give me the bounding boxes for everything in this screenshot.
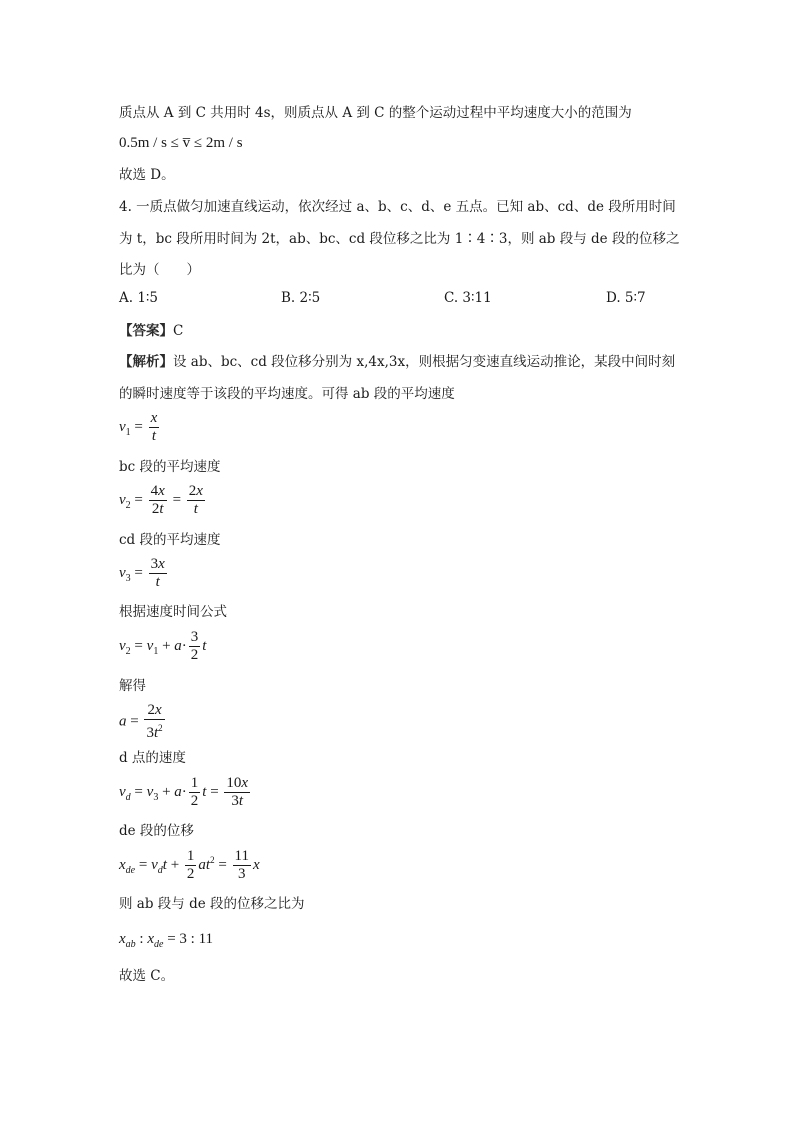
- question-text: 4. 一质点做匀加速直线运动，依次经过 a、b、c、d、e 五点。已知 ab、cd、de 段所用时间: [119, 199, 676, 215]
- analysis-text: cd 段的平均速度: [119, 532, 221, 548]
- analysis-text: 解得: [119, 678, 146, 694]
- question-text: 比为（ ）: [119, 262, 200, 278]
- answer-line: [119, 321, 183, 341]
- equation-7: $x_{de} = v_dt$ + $\frac{1}{2}$ $at^2$ = $\frac{11}{3}$ x: [119, 848, 260, 882]
- option-c: C. 3∶11: [444, 290, 492, 306]
- answer-tag: 【答案】: [119, 323, 173, 339]
- analysis-text: bc 段的平均速度: [119, 459, 221, 475]
- analysis-text: 故选 C。: [119, 968, 175, 984]
- text-line: 故选 D。: [119, 167, 175, 183]
- option-b: B. 2∶5: [281, 290, 321, 306]
- text-line: 质点从 A 到 C 共用时 4s，则质点从 A 到 C 的整个运动过程中平均速度大小的范围为: [119, 105, 632, 121]
- equation-5: a = $\frac{2x}{3t^2}$: [119, 702, 163, 741]
- answer-value: C: [173, 323, 184, 339]
- equation-4: $v_2 = v_1 + a\cdot$ $\frac{3}{2}$ t: [119, 629, 207, 663]
- option-a: A. 1∶5: [119, 290, 159, 306]
- analysis-text: 则 ab 段与 de 段的位移之比为: [119, 896, 305, 912]
- analysis-text: 的瞬时速度等于该段的平均速度。可得 ab 段的平均速度: [119, 386, 455, 402]
- options-row: [119, 290, 679, 310]
- equation-8: $x_{ab}$ : $x_{de} = 3$ : 11: [119, 931, 214, 950]
- equation-1: $v_1$ = $\frac{x}{t}$: [119, 410, 158, 444]
- analysis-text: d 点的速度: [119, 750, 186, 766]
- analysis-text: 设 ab、bc、cd 段位移分别为 x,4x,3x，则根据匀变速直线运动推论，某段中间时刻: [173, 354, 676, 370]
- analysis-line: [119, 352, 675, 372]
- analysis-text: de 段的位移: [119, 823, 194, 839]
- analysis-tag: 【解析】: [119, 354, 173, 370]
- equation-2: $v_2$ = $\frac{4x}{2t}$ = $\frac{2x}{t}$: [119, 483, 203, 517]
- option-d: D. 5∶7: [606, 290, 646, 306]
- analysis-text: 根据速度时间公式: [119, 604, 227, 620]
- equation-6: $v_d = v_3 + a\cdot$ $\frac{1}{2}$ t = $\frac{10x}{3t}$: [119, 775, 249, 809]
- equation-3: $v_3$ = $\frac{3x}{t}$: [119, 556, 165, 590]
- question-text: 为 t，bc 段所用时间为 2t，ab、bc、cd 段位移之比为 1∶4∶3，则 ab 段与 de 段的位移之: [119, 231, 680, 247]
- inequality-line: 0.5m / s ≤ v̅ ≤ 2m / s: [119, 135, 243, 151]
